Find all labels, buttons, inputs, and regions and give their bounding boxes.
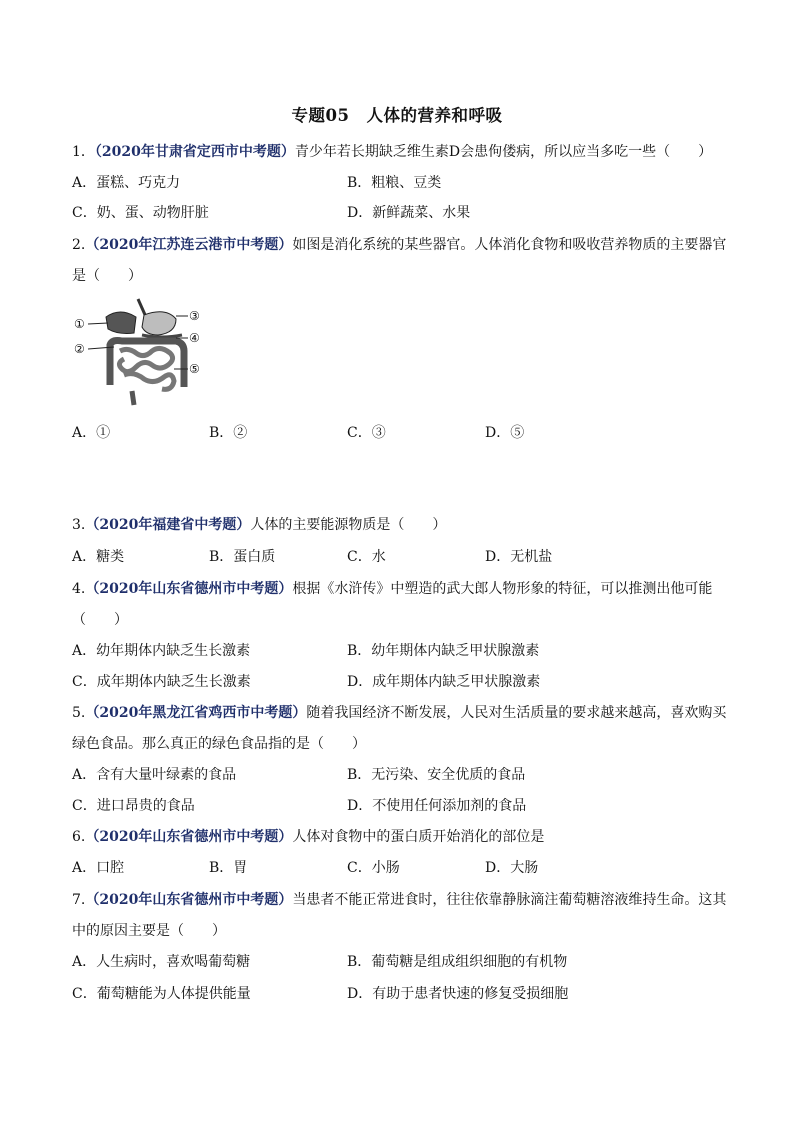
question-7-number: 7.	[72, 892, 86, 908]
question-2-stem	[72, 235, 726, 255]
question-1-source: （2020年甘肃省定西市中考题）	[94, 144, 295, 160]
page-title: 专题05 人体的营养和呼吸	[291, 106, 503, 125]
question-4-text: 根据《水浒传》中塑造的武大郎人物形象的特征，可以推测出他可能	[292, 581, 713, 597]
question-5-option-a: A．含有大量叶绿素的食品	[72, 767, 237, 783]
question-7-stem-line2: 中的原因主要是（ ）	[72, 923, 226, 939]
question-6-option-b: B．胃	[209, 860, 248, 876]
question-7-source: （2020年山东省德州市中考题）	[85, 892, 293, 908]
question-6-option-c: C．小肠	[347, 860, 400, 876]
figure-label-2: ②	[74, 342, 85, 356]
figure-label-5: ⑤	[189, 362, 200, 376]
question-6-text: 人体对食物中的蛋白质开始消化的部位是	[292, 829, 545, 845]
question-7-option-a: A．人生病时，喜欢喝葡萄糖	[72, 954, 251, 970]
question-2-source: （2020年江苏连云港市中考题）	[85, 237, 293, 253]
question-5-stem	[72, 703, 726, 723]
question-1-text: 青少年若长期缺乏维生素D会患佝偻病，所以应当多吃一些（ ）	[294, 144, 713, 160]
question-4-option-d: D．成年期体内缺乏甲状腺激素	[347, 674, 541, 690]
question-2-option-c: C．③	[347, 425, 386, 441]
question-7-stem	[72, 890, 726, 910]
question-6-stem	[72, 827, 544, 847]
question-4-stem-line2: （ ）	[72, 612, 128, 628]
question-7-text: 当患者不能正常进食时，往往依靠静脉滴注葡萄糖溶液维持生命。这其	[292, 892, 727, 908]
question-5-text: 随着我国经济不断发展，人民对生活质量的要求越来越高，喜欢购买	[306, 705, 727, 721]
question-4-source: （2020年山东省德州市中考题）	[85, 581, 293, 597]
question-3-option-a: A．糖类	[72, 549, 125, 565]
question-3-option-b: B．蛋白质	[209, 549, 276, 565]
question-3-option-d: D．无机盐	[485, 549, 553, 565]
question-4-option-a: A．幼年期体内缺乏生长激素	[72, 643, 251, 659]
question-6-option-d: D．大肠	[485, 860, 539, 876]
question-3-stem	[72, 515, 446, 535]
question-3-option-c: C．水	[347, 549, 386, 565]
question-4-option-c: C．成年期体内缺乏生长激素	[72, 674, 251, 690]
figure-label-1: ①	[74, 317, 85, 331]
question-1-option-a: A．蛋糕、巧克力	[72, 175, 181, 191]
question-1-number: 1．	[72, 144, 95, 160]
question-2-text: 如图是消化系统的某些器官。人体消化食物和吸收营养物质的主要器官	[292, 237, 727, 253]
question-4-option-b: B．幼年期体内缺乏甲状腺激素	[347, 643, 540, 659]
question-2-stem-line2: 是（ ）	[72, 268, 142, 284]
question-6-number: 6.	[72, 829, 86, 845]
question-7-option-c: C．葡萄糖能为人体提供能量	[72, 986, 251, 1002]
question-1-option-b: B．粗粮、豆类	[347, 175, 442, 191]
question-4-stem	[72, 579, 712, 599]
question-2-number: 2.	[72, 237, 86, 253]
question-5-source: （2020年黑龙江省鸡西市中考题）	[85, 705, 307, 721]
question-3-text: 人体的主要能源物质是（ ）	[250, 517, 447, 533]
question-5-option-c: C．进口昂贵的食品	[72, 798, 195, 814]
digestive-system-figure	[72, 295, 212, 410]
question-1-option-d: D．新鲜蔬菜、水果	[347, 205, 471, 221]
question-2-option-a: A．①	[72, 425, 111, 441]
question-5-number: 5.	[72, 705, 86, 721]
question-3-number: 3.	[72, 517, 86, 533]
question-5-option-d: D．不使用任何添加剂的食品	[347, 798, 527, 814]
question-2-option-d: D．⑤	[485, 425, 525, 441]
question-1-stem	[72, 142, 712, 162]
question-6-source: （2020年山东省德州市中考题）	[85, 829, 293, 845]
question-6-option-a: A．口腔	[72, 860, 125, 876]
question-7-option-b: B．葡萄糖是组成组织细胞的有机物	[347, 954, 568, 970]
question-3-source: （2020年福建省中考题）	[85, 517, 251, 533]
question-5-stem-line2: 绿色食品。那么真正的绿色食品指的是（ ）	[72, 736, 366, 752]
question-1-option-c: C．奶、蛋、动物肝脏	[72, 205, 209, 221]
question-7-option-d: D．有助于患者快速的修复受损细胞	[347, 986, 569, 1002]
question-2-option-b: B．②	[209, 425, 248, 441]
question-4-number: 4.	[72, 581, 86, 597]
question-5-option-b: B．无污染、安全优质的食品	[347, 767, 526, 783]
figure-label-3: ③	[189, 309, 200, 323]
figure-label-4: ④	[189, 331, 200, 345]
